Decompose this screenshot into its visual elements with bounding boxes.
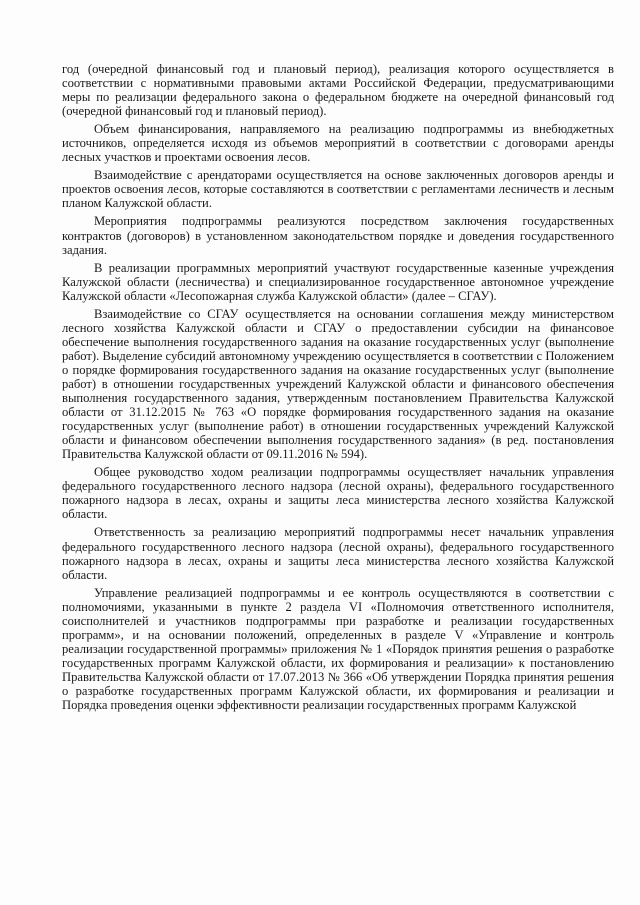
paragraph-9: Управление реализацией подпрограммы и ее контроль осуществляются в соответствии с полномочиями, указанными в пункте 2 раздела VI «Полномочия ответственного исполнителя, соисполнителей и участников подпрограммы при разработке и реализации государственных программ», и на основании положений, определенных в разделе V «Управление и контроль реализации государственной программы» приложения № 1 «Порядок принятия решения о разработке государственных программ Калужской области, их формирования и реализации» к постановлению Правительства Калужской области от 17.07.2013 № 366 «Об утверждении Порядка принятия решения о разработке государственных программ Калужской области, их формирования и реализации и Порядка проведения оценки эффективности реализации государственных программ Калужской (62, 585, 614, 713)
paragraph-2: Объем финансирования, направляемого на реализацию подпрограммы из внебюджетных источников, определяется исходя из объемов мероприятий в соответствии с договорами аренды лесных участков и проектами освоения лесов. (62, 122, 614, 165)
paragraph-8: Ответственность за реализацию мероприятий подпрограммы несет начальник управления федерального государственного лесного надзора (лесной охраны), федерального государственного пожарного надзора в лесах, охраны и защиты леса министерства лесного хозяйства Калужской области. (62, 525, 614, 582)
paragraph-7: Общее руководство ходом реализации подпрограммы осуществляет начальник управления федерального государственного лесного надзора (лесной охраны), федерального государственного пожарного надзора в лесах, охраны и защиты леса министерства лесного хозяйства Калужской области. (62, 465, 614, 522)
paragraph-5: В реализации программных мероприятий участвуют государственные казенные учреждения Калужской области (лесничества) и специализированное государственное автономное учреждение Калужской области «Лесопожарная служба Калужской области» (далее – СГАУ). (62, 260, 614, 303)
paragraph-4: Мероприятия подпрограммы реализуются посредством заключения государственных контрактов (договоров) в установленном законодательством порядке и доведения государственного задания. (62, 214, 614, 257)
paragraph-1: год (очередной финансовый год и плановый период), реализация которого осуществляется в соответствии с нормативными правовыми актами Российской Федерации, предусматривающими меры по реализации федерального закона о федеральном бюджете на очередной финансовый год (очередной финансовый год и плановый период). (62, 62, 614, 119)
paragraph-3: Взаимодействие с арендаторами осуществляется на основе заключенных договоров аренды и проектов освоения лесов, которые составляются в соответствии с регламентами лесничеств и лесным планом Калужской области. (62, 168, 614, 211)
document-body (62, 62, 614, 712)
paragraph-6: Взаимодействие со СГАУ осуществляется на основании соглашения между министерством лесного хозяйства Калужской области и СГАУ о предоставлении субсидии на финансовое обеспечение выполнения государственного задания на оказание государственных услуг (выполнение работ). Выделение субсидий автономному учреждению осуществляется в соответствии с Положением о порядке формирования государственного задания на оказание государственных услуг (выполнение работ) в отношении государственных учреждений Калужской области и финансового обеспечения выполнения государственного задания, утвержденным постановлением Правительства Калужской области от 31.12.2015 № 763 «О порядке формирования государственного задания на оказание государственных услуг (выполнение работ) в отношении государственных учреждений Калужской области и финансовом обеспечении выполнения государственного задания» (в ред. постановления Правительства Калужской области от 09.11.2016 № 594). (62, 306, 614, 462)
